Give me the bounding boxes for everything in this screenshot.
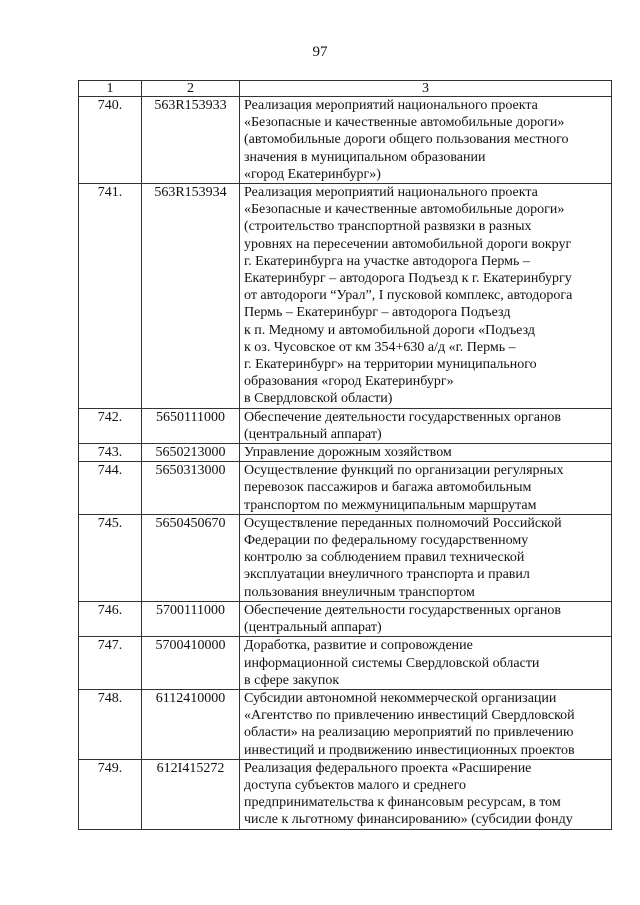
table-row (79, 637, 612, 690)
row-code: 612I415272 (142, 759, 240, 829)
header-col-3: 3 (240, 81, 612, 97)
description-line: Пермь – Екатеринбург – автодорога Подъезд (244, 305, 511, 321)
row-description (240, 408, 612, 443)
description-line: «Безопасные и качественные автомобильные дороги» (244, 115, 565, 131)
description-line: г. Екатеринбург» на территории муниципального (244, 357, 537, 373)
row-description (240, 97, 612, 184)
row-number: 747. (79, 637, 142, 690)
description-line: (строительство транспортной развязки в разных (244, 219, 532, 235)
description-line: области» на реализацию мероприятий по привлечению (244, 725, 574, 741)
description-line: от автодороги “Урал”, I пусковой комплекс, автодорога (244, 288, 573, 304)
header-col-1: 1 (79, 81, 142, 97)
row-number: 745. (79, 514, 142, 601)
row-description (240, 514, 612, 601)
row-code: 5650213000 (142, 444, 240, 462)
description-line: перевозок пассажиров и багажа автомобильным (244, 480, 532, 496)
description-line: Субсидии автономной некоммерческой организации (244, 690, 557, 706)
table-row (79, 97, 612, 184)
row-description (240, 184, 612, 409)
row-description (240, 759, 612, 829)
row-description (240, 462, 612, 515)
description-line: образования «город Екатеринбург» (244, 374, 454, 390)
table-row (79, 601, 612, 636)
row-code: 5650313000 (142, 462, 240, 515)
description-line: к п. Медному и автомобильной дороги «Подъезд (244, 322, 535, 338)
description-line: в сфере закупок (244, 672, 340, 688)
header-col-2: 2 (142, 81, 240, 97)
table-row (79, 689, 612, 759)
description-line: Осуществление переданных полномочий Российской (244, 515, 562, 531)
row-number: 742. (79, 408, 142, 443)
description-line: транспортом по межмуниципальным маршрутам (244, 497, 537, 513)
description-line: Осуществление функций по организации регулярных (244, 463, 564, 479)
description-line: в Свердловской области) (244, 391, 393, 407)
row-number: 746. (79, 601, 142, 636)
row-code: 5650111000 (142, 408, 240, 443)
table-row (79, 444, 612, 462)
row-code: 5650450670 (142, 514, 240, 601)
row-code: 5700410000 (142, 637, 240, 690)
row-number: 748. (79, 689, 142, 759)
table-row (79, 184, 612, 409)
row-description (240, 637, 612, 690)
row-code: 563R153933 (142, 97, 240, 184)
description-line: «Безопасные и качественные автомобильные дороги» (244, 202, 565, 218)
description-line: «город Екатеринбург») (244, 166, 381, 182)
description-line: предпринимательства к финансовым ресурсам, в том (244, 795, 561, 811)
row-number: 740. (79, 97, 142, 184)
table-header-row (79, 81, 612, 97)
description-line: г. Екатеринбурга на участке автодорога Пермь – (244, 253, 530, 269)
table-row (79, 462, 612, 515)
description-line: числе к льготному финансированию» (субсидии фонду (244, 812, 573, 828)
description-line: (центральный аппарат) (244, 426, 382, 442)
page-number: 97 (312, 44, 328, 60)
description-line: контролю за соблюдением правил технической (244, 550, 525, 566)
description-line: Реализация мероприятий национального проекта (244, 98, 538, 113)
description-line: Федерации по федеральному государственному (244, 533, 529, 549)
description-line: Реализация федерального проекта «Расширение (244, 760, 532, 776)
description-line: значения в муниципальном образовании (244, 149, 486, 165)
table-row (79, 759, 612, 829)
description-line: (центральный аппарат) (244, 620, 382, 636)
description-line: пользования внеуличным транспортом (244, 584, 475, 600)
row-code: 563R153934 (142, 184, 240, 409)
row-number: 749. (79, 759, 142, 829)
description-line: Обеспечение деятельности государственных органов (244, 602, 562, 618)
row-code: 6112410000 (142, 689, 240, 759)
row-description (240, 601, 612, 636)
description-line: уровнях на пересечении автомобильной дороги вокруг (244, 236, 572, 252)
row-description (240, 444, 612, 462)
description-line: Екатеринбург – автодорога Подъезд к г. Екатеринбургу (244, 271, 572, 287)
description-line: к оз. Чусовское от км 354+630 а/д «г. Пермь – (244, 339, 516, 355)
row-number: 741. (79, 184, 142, 409)
budget-codes-table (78, 80, 612, 830)
description-line: информационной системы Свердловской области (244, 655, 540, 671)
description-line: Реализация мероприятий национального проекта (244, 185, 538, 201)
description-line: Обеспечение деятельности государственных органов (244, 409, 562, 425)
description-line: «Агентство по привлечению инвестиций Свердловской (244, 708, 575, 724)
table-row (79, 514, 612, 601)
row-description (240, 689, 612, 759)
description-line: Доработка, развитие и сопровождение (244, 638, 473, 654)
description-line: доступа субъектов малого и среднего (244, 777, 466, 793)
description-line: (автомобильные дороги общего пользования местного (244, 132, 569, 148)
row-number: 743. (79, 444, 142, 462)
description-line: эксплуатации внеуличного транспорта и правил (244, 567, 530, 583)
row-number: 744. (79, 462, 142, 515)
description-line: инвестиций и продвижению инвестиционных проектов (244, 742, 575, 758)
description-line: Управление дорожным хозяйством (244, 445, 452, 461)
table-row (79, 408, 612, 443)
row-code: 5700111000 (142, 601, 240, 636)
